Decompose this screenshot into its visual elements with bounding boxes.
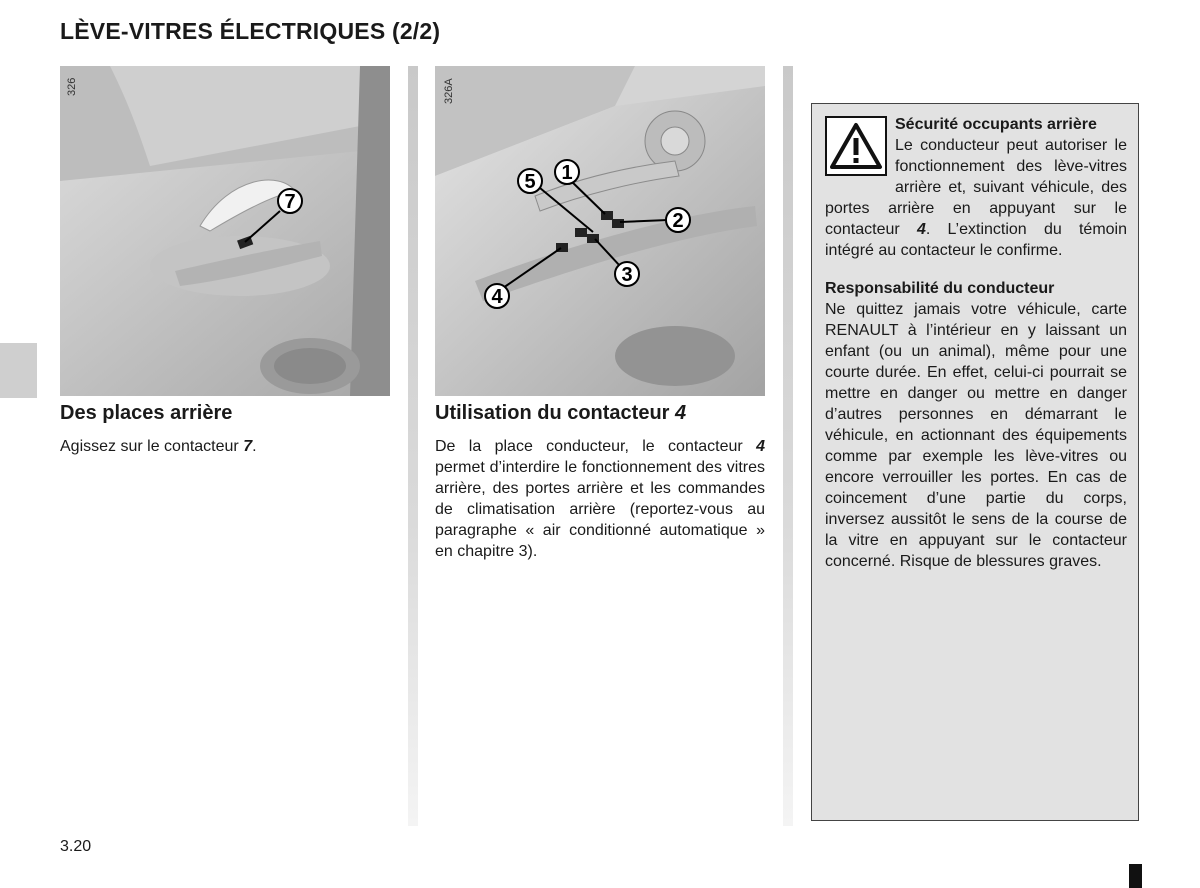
column-separator: [783, 66, 793, 826]
callout-4: 4: [491, 286, 503, 308]
callout-5: 5: [524, 171, 536, 193]
callout-3: 3: [621, 264, 633, 286]
page-edge-marker: [1129, 864, 1142, 888]
warning-text: Le conducteur peut autoriser le fonctionnement des lève-vitres arrière et, suivant véhicule, des portes arrière en appuyant sur le contacteur 4. L’extinction du témoin intégré au contacteur le confirme.: [825, 137, 1128, 259]
rear-door-photo: [60, 66, 390, 396]
warning-title: Sécurité occupants arrière: [895, 116, 1097, 133]
warning-triangle-icon: [825, 116, 887, 176]
callout-2: 2: [672, 210, 684, 232]
responsibility-text: Ne quittez jamais votre véhicule, carte RENAULT à l’intérieur en y laissant un enfant (ou un animal), même pour une courte durée. En effet, celui-ci pourrait se mettre en danger ou mettre en danger d’autres personnes en démarrant le véhicule, en actionnant des équipements comme par exemple les lève-vitres ou encore verrouiller les portes. En cas de coincement d’une partie du corps, inversez aussitôt le sens de la course de la vitre en appuyant sur le contacteur concerné. Risque de blessures graves.: [825, 301, 1127, 570]
section-text: De la place conducteur, le contacteur 4 permet d’interdire le fonctionnement des vitres arrière, des portes arrière et les commandes de climatisation arrière (reportez-vous au paragraphe « air conditionné automatique » en chapitre 3).: [435, 438, 765, 560]
callout-1: 1: [561, 162, 573, 184]
page-number: 3.20: [60, 838, 92, 855]
rear-door-illustration: [60, 66, 390, 396]
switch-reference: 4: [916, 221, 926, 238]
chapter-tab: [0, 343, 37, 398]
callout-7: 7: [284, 191, 296, 213]
page-title: LÈVE-VITRES ÉLECTRIQUES (2/2): [60, 18, 441, 44]
switch-reference: 7: [243, 438, 253, 455]
section-heading: Utilisation du contacteur 4: [435, 402, 687, 424]
photo-code: 326: [66, 77, 78, 96]
switch-reference: 4: [675, 402, 687, 424]
warning-box: [811, 103, 1139, 821]
responsibility-title: Responsabilité du conducteur: [825, 280, 1055, 297]
driver-door-illustration: [435, 66, 765, 396]
photo-code: 326A: [443, 78, 455, 104]
section-text: Agissez sur le contacteur 7.: [60, 438, 257, 455]
section-heading: Des places arrière: [60, 402, 233, 424]
switch-reference: 4: [756, 438, 765, 455]
column-separator: [408, 66, 418, 826]
driver-door-photo: [435, 66, 765, 396]
